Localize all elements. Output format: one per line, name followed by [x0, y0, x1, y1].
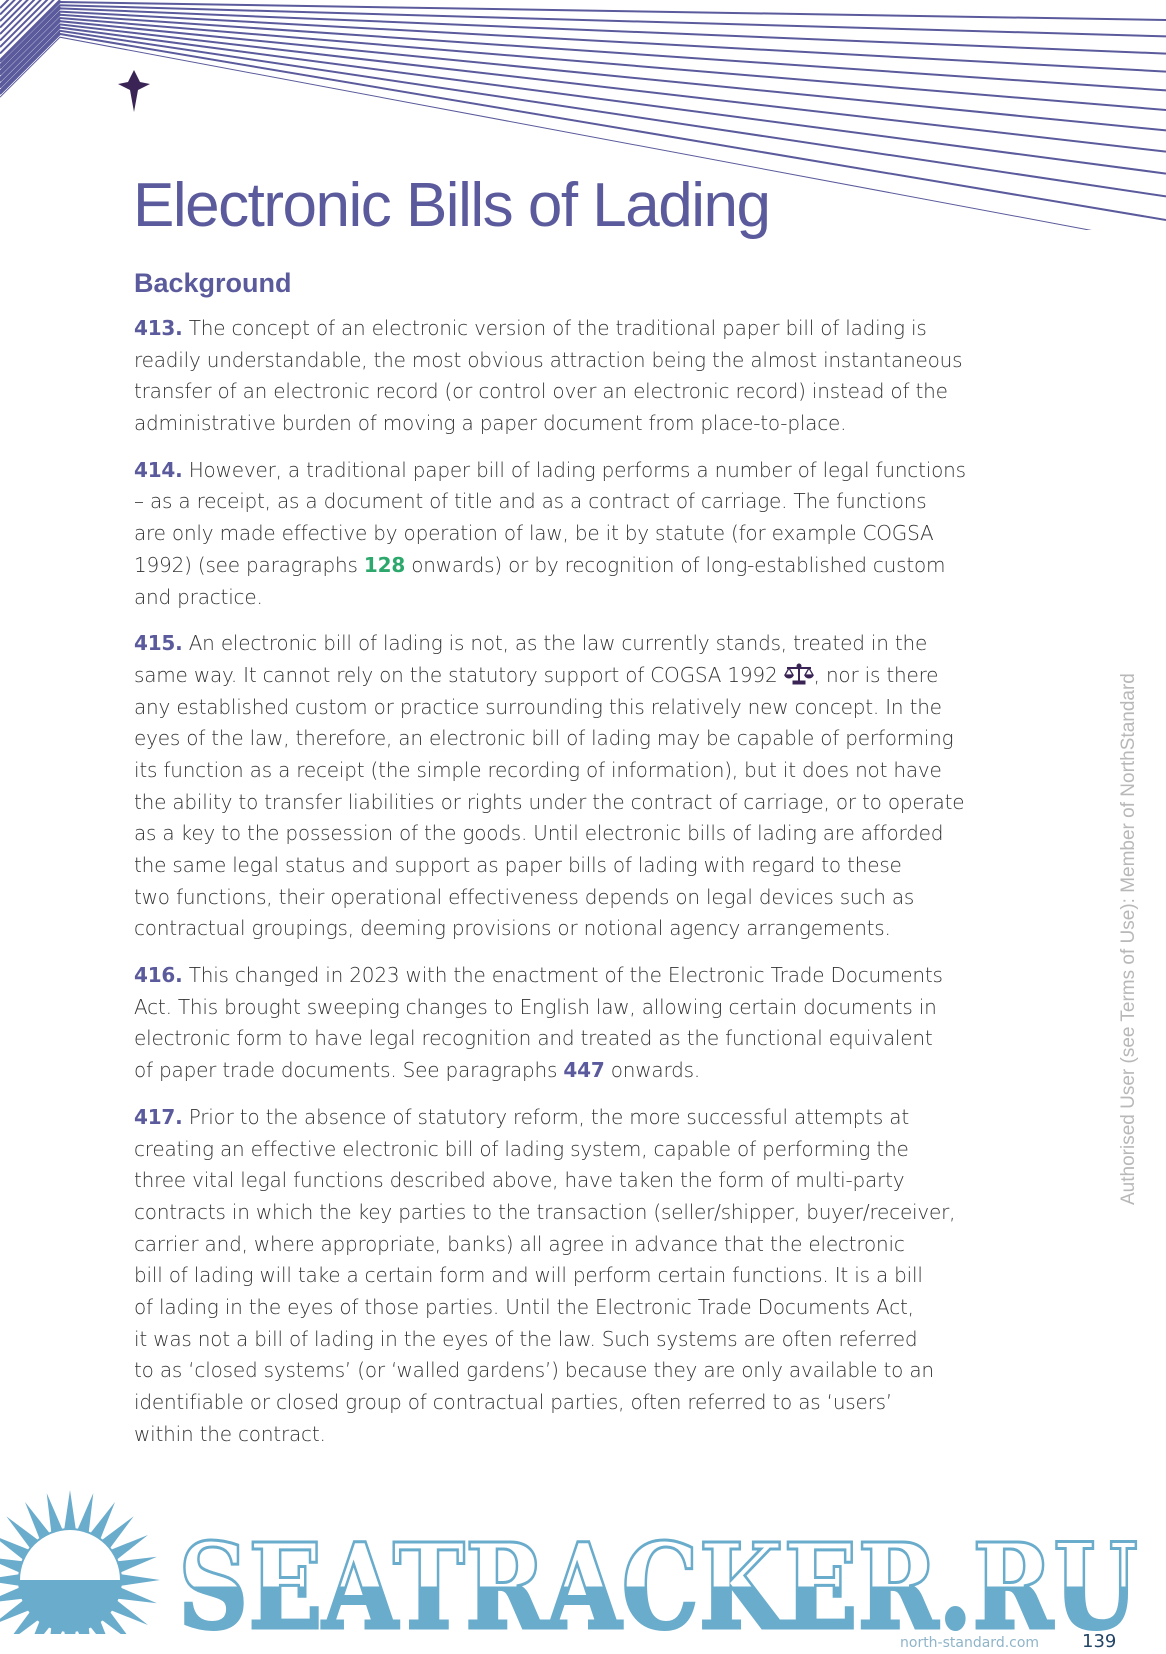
text-line: within the contract. [134, 1421, 326, 1446]
text-line: of lading in the eyes of those parties. Until the Electronic Trade Documents Act, [134, 1294, 914, 1319]
text-line: are only made effective by operation of law, be it by statute (for example COGSA [134, 521, 934, 546]
text-line: readily understandable, the most obvious attraction being the almost instantaneous [134, 347, 963, 372]
paragraph-number: 417. [134, 1104, 183, 1129]
text-line: 415. An electronic bill of lading is not, as the law currently stands, treated in the [134, 631, 928, 656]
text-line: 416. This changed in 2023 with the enactment of the Electronic Trade Documents [134, 963, 943, 988]
text-line: three vital legal functions described above, have taken the form of multi-party [134, 1168, 905, 1193]
paragraph-link-447[interactable]: 447 [563, 1058, 605, 1083]
text-line: creating an effective electronic bill of lading system, capable of performing the [134, 1136, 909, 1161]
text-line: the ability to transfer liabilities or rights under the contract of carriage, or to operate [134, 789, 965, 814]
text-line: 1992) (see paragraphs 128 onwards) or by recognition of long-established custom [134, 552, 946, 577]
watermark-logo [0, 1470, 1166, 1634]
text-line: it was not a bill of lading in the eyes of the law. Such systems are often referred [134, 1326, 918, 1351]
text-line: transfer of an electronic record (or control over an electronic record) instead of the [134, 379, 948, 404]
text-line: to as ‘closed systems’ (or ‘walled gardens’) because they are only available to an [134, 1358, 934, 1383]
decorative-line [0, 28, 1166, 174]
text-line: two functions, their operational effectiveness depends on legal devices such as [134, 884, 915, 909]
compass-star-icon [118, 70, 150, 112]
paragraph-417 [134, 1102, 1054, 1451]
text-line: carrier and, where appropriate, banks) all agree in advance that the electronic [134, 1231, 905, 1256]
page-title: Electronic Bills of Lading [133, 171, 770, 240]
paragraph-number: 413. [134, 316, 183, 340]
sun-ray [118, 1574, 160, 1586]
text-line: eyes of the law, therefore, an electronic bill of lading may be capable of performing [134, 726, 954, 751]
text-line: – as a receipt, as a document of title and as a contract of carriage. The functions [134, 489, 927, 514]
text-line: the same legal status and support as paper bills of lading with regard to these [134, 853, 902, 877]
decorative-line [0, 20, 60, 80]
text-line: contracts in which the key parties to the transaction (seller/shipper, buyer/receiver, [134, 1199, 956, 1224]
sun-ray [64, 1490, 76, 1532]
paragraph-413 [134, 313, 1054, 440]
paragraph-number: 416. [134, 963, 183, 988]
text-line: 413. The concept of an electronic version of the traditional paper bill of lading is [134, 316, 927, 340]
paragraph-number: 415. [134, 631, 183, 656]
text-line: electronic form to have legal recognition and treated as the functional equivalent [134, 1026, 933, 1051]
text-line: Act. This brought sweeping changes to English law, allowing certain documents in [134, 994, 937, 1019]
body-text [134, 313, 1054, 1465]
watermark-text: SEATRACKER.RU [178, 1517, 1138, 1634]
text-line: as a key to the possession of the goods. Until electronic bills of lading are afforded [134, 821, 944, 846]
paragraph-link-128[interactable]: 128 [363, 552, 406, 577]
text-line: administrative burden of moving a paper document from place-to-place. [134, 411, 847, 436]
text-line: of paper trade documents. See paragraphs 447 onwards. [134, 1058, 701, 1083]
text-line: identifiable or closed group of contractual parties, often referred to as ‘users’ [134, 1390, 893, 1414]
paragraph-414 [134, 455, 1054, 613]
scales-of-justice-icon[interactable] [784, 663, 814, 695]
text-line: bill of lading will take a certain form and will perform certain functions. It is a bill [134, 1263, 923, 1288]
sun-icon [0, 1490, 160, 1634]
text-line: 414. However, a traditional paper bill of lading performs a number of legal functions [134, 457, 966, 482]
text-line: its function as a receipt (the simple recording of information), but it does not have [134, 757, 942, 782]
paragraph-415 [134, 628, 1054, 945]
page-number: 139 [1082, 1631, 1117, 1652]
paragraph-416 [134, 960, 1054, 1087]
text-line: and practice. [134, 584, 263, 609]
text-line: same way. It cannot rely on the statutory support of COGSA 1992 , nor is there [134, 660, 1054, 692]
authorised-user-notice: Authorised User (see Terms of Use): Member of NorthStandard [1118, 673, 1139, 1205]
text-line: 417. Prior to the absence of statutory reform, the more successful attempts at [134, 1104, 909, 1129]
text-line: contractual groupings, deeming provisions or notional agency arrangements. [134, 916, 891, 941]
section-heading: Background [134, 268, 292, 298]
paragraph-number: 414. [134, 457, 183, 482]
footer-website[interactable]: north-standard.com [900, 1635, 1040, 1651]
decorative-line [0, 5, 1166, 65]
text-line: any established custom or practice surrounding this relatively new concept. In the [134, 694, 942, 719]
